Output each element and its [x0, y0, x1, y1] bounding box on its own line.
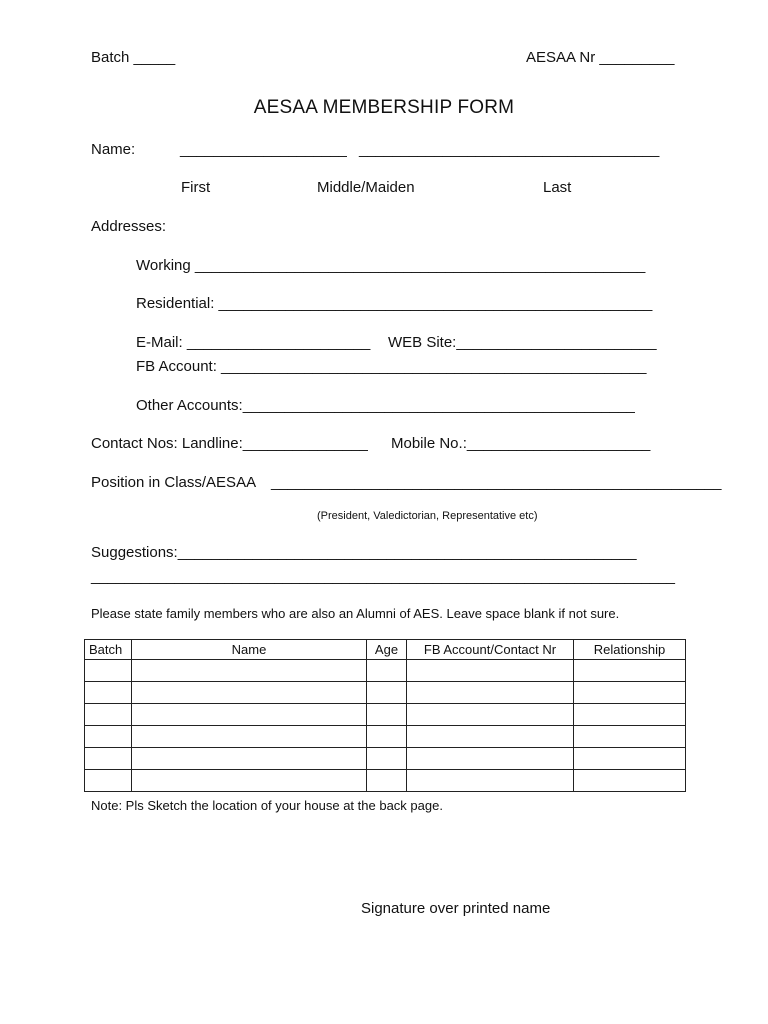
table-row: [85, 726, 686, 748]
addresses-label: Addresses:: [91, 218, 167, 235]
header-relationship: Relationship: [574, 640, 686, 660]
header-batch: Batch: [85, 640, 132, 660]
residential-address-field[interactable]: Residential: ____________________________________________________: [136, 295, 653, 312]
middle-caption: Middle/Maiden: [317, 179, 415, 196]
table-cell[interactable]: [574, 726, 686, 748]
table-header-row: [85, 640, 686, 660]
table-cell[interactable]: [407, 770, 574, 792]
fb-account-field[interactable]: FB Account: ___________________________________________________: [136, 358, 647, 375]
table-cell[interactable]: [407, 726, 574, 748]
first-name-line[interactable]: ____________________: [180, 141, 347, 158]
table-cell[interactable]: [407, 748, 574, 770]
signature-label: Signature over printed name: [361, 900, 551, 917]
table-cell[interactable]: [367, 682, 407, 704]
table-cell[interactable]: [367, 704, 407, 726]
table-cell[interactable]: [132, 704, 367, 726]
note-text: Note: Pls Sketch the location of your house at the back page.: [91, 798, 443, 813]
table-cell[interactable]: [85, 770, 132, 792]
table-cell[interactable]: [132, 682, 367, 704]
suggestions-field[interactable]: Suggestions:_______________________________________________________: [91, 544, 637, 561]
table-cell[interactable]: [574, 704, 686, 726]
last-caption: Last: [543, 179, 572, 196]
table-cell[interactable]: [367, 770, 407, 792]
mobile-field[interactable]: Mobile No.:______________________: [391, 435, 651, 452]
header-fb-contact: FB Account/Contact Nr: [407, 640, 574, 660]
table-row: [85, 748, 686, 770]
email-field[interactable]: E-Mail: ______________________: [136, 334, 371, 351]
position-line[interactable]: ______________________________________________________: [271, 474, 722, 491]
table-cell[interactable]: [574, 770, 686, 792]
last-name-line[interactable]: ____________________________________: [359, 141, 660, 158]
table-cell[interactable]: [132, 660, 367, 682]
aesaa-number-field[interactable]: AESAA Nr _________: [526, 49, 675, 66]
table-cell[interactable]: [574, 660, 686, 682]
table-cell[interactable]: [407, 660, 574, 682]
form-title: AESAA MEMBERSHIP FORM: [253, 97, 515, 118]
table-cell[interactable]: [85, 704, 132, 726]
table-cell[interactable]: [574, 682, 686, 704]
batch-field[interactable]: Batch _____: [91, 49, 176, 66]
table-cell[interactable]: [132, 726, 367, 748]
landline-field[interactable]: Contact Nos: Landline:_______________: [91, 435, 368, 452]
table-cell[interactable]: [132, 770, 367, 792]
website-field[interactable]: WEB Site:________________________: [388, 334, 657, 351]
table-cell[interactable]: [85, 660, 132, 682]
working-address-field[interactable]: Working ______________________________________________________: [136, 257, 646, 274]
table-row: [85, 660, 686, 682]
table-cell[interactable]: [407, 682, 574, 704]
table-cell[interactable]: [574, 748, 686, 770]
table-row: [85, 770, 686, 792]
first-caption: First: [181, 179, 211, 196]
table-cell[interactable]: [132, 748, 367, 770]
header-name: Name: [132, 640, 367, 660]
table-cell[interactable]: [367, 660, 407, 682]
suggestions-line-2[interactable]: ______________________________________________________________________: [91, 568, 675, 585]
header-age: Age: [367, 640, 407, 660]
table-cell[interactable]: [85, 726, 132, 748]
table-cell[interactable]: [85, 748, 132, 770]
table-row: [85, 682, 686, 704]
family-instruction: Please state family members who are also an Alumni of AES. Leave space blank if not sure.: [91, 606, 620, 621]
family-table: [84, 639, 686, 792]
position-label: Position in Class/AESAA: [91, 474, 257, 491]
table-cell[interactable]: [367, 726, 407, 748]
name-label: Name:: [91, 141, 136, 158]
table-row: [85, 704, 686, 726]
table-cell[interactable]: [367, 748, 407, 770]
table-cell[interactable]: [407, 704, 574, 726]
position-hint: (President, Valedictorian, Representative etc): [317, 510, 538, 522]
other-accounts-field[interactable]: Other Accounts:_______________________________________________: [136, 397, 635, 414]
table-cell[interactable]: [85, 682, 132, 704]
